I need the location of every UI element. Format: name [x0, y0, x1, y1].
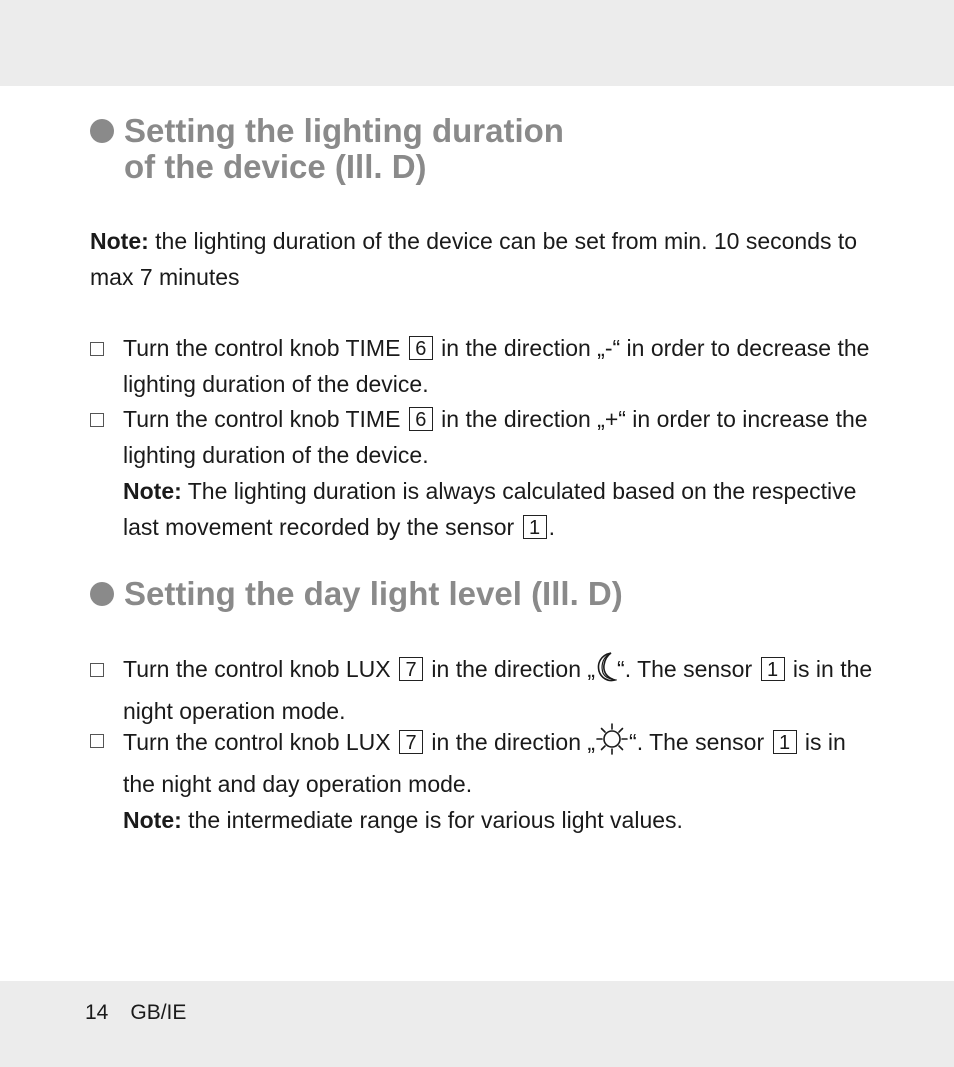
note-label: Note: [90, 228, 149, 254]
heading-line-1: Setting the lighting duration [124, 112, 564, 149]
list-item: Turn the control knob LUX 7 in the direction „ “. The sensor 1 is in the night operation mode. [90, 651, 880, 729]
reference-number: 7 [399, 657, 423, 681]
page-number: 14 [85, 1001, 109, 1024]
section-heading-day-light-level [90, 576, 623, 612]
bullet-dot-icon [90, 119, 114, 143]
bullet-dot-icon [90, 582, 114, 606]
footer [85, 1001, 186, 1025]
reference-number: 6 [409, 407, 433, 431]
language-code: GB/IE [130, 1001, 187, 1024]
header-band [0, 0, 954, 86]
reference-number: 1 [761, 657, 785, 681]
reference-number: 1 [773, 730, 797, 754]
checkbox-square-icon [90, 663, 104, 677]
note-label: Note: [123, 807, 182, 833]
list-item: Turn the control knob LUX 7 in the direction „ “. The sensor 1 is in the night and day operation mode. Note: the intermediate range is for various light values. [90, 722, 880, 838]
note-paragraph [90, 223, 870, 295]
reference-number: 7 [399, 730, 423, 754]
checkbox-square-icon [90, 734, 104, 748]
reference-number: 6 [409, 336, 433, 360]
heading-text: Setting the day light level (Ill. D) [124, 575, 623, 612]
section-heading-lighting-duration [90, 113, 564, 185]
note-label: Note: [123, 478, 182, 504]
sun-icon [595, 722, 629, 766]
note-text: the lighting duration of the device can be set from min. 10 seconds to max 7 minutes [90, 228, 858, 290]
list-item: Turn the control knob TIME 6 in the direction „-“ in order to decrease the lighting duration of the device. [90, 330, 880, 402]
reference-number: 1 [523, 515, 547, 539]
list-item: Turn the control knob TIME 6 in the direction „+“ in order to increase the lighting duration of the device. Note: The lighting duration is always calculated based on the respective last movement recorded by the sensor 1 . [90, 401, 880, 545]
heading-line-2: of the device (Ill. D) [124, 148, 427, 185]
moon-icon [595, 651, 617, 693]
checkbox-square-icon [90, 413, 104, 427]
checkbox-square-icon [90, 342, 104, 356]
